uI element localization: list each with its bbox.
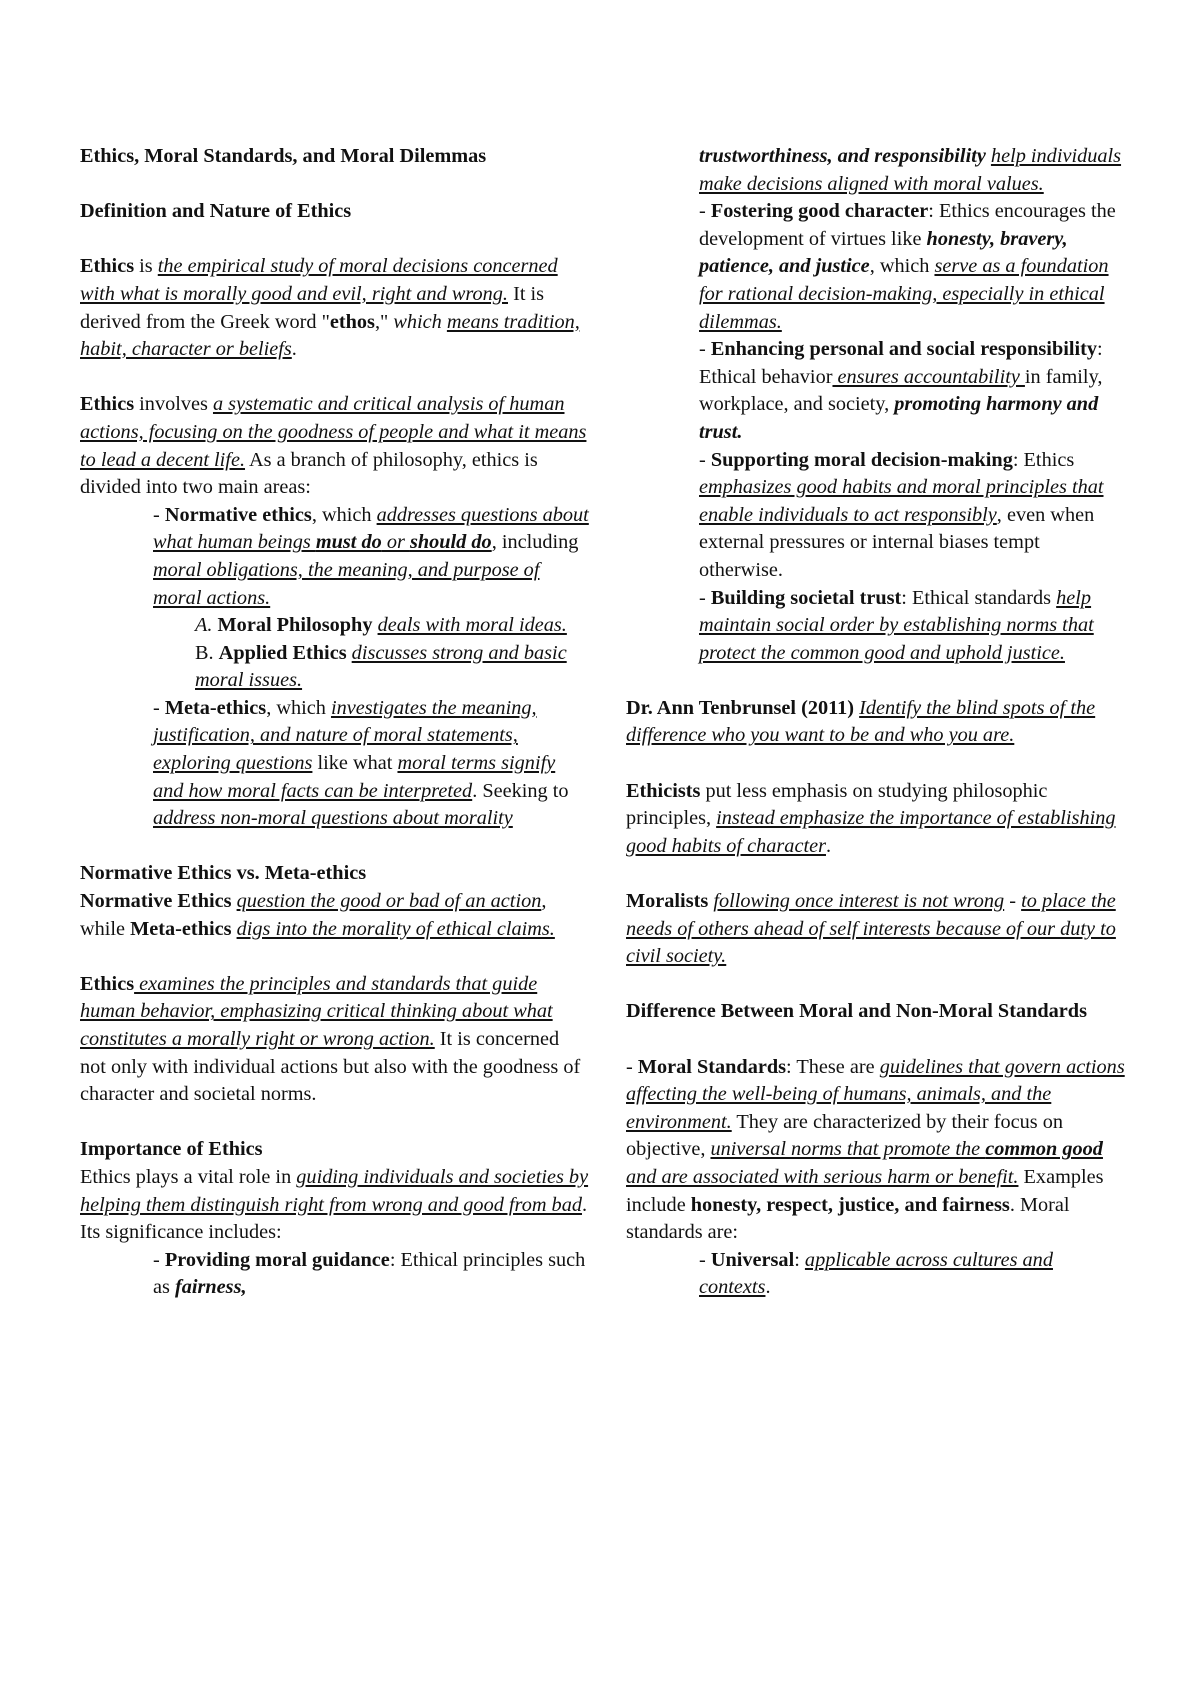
section-heading-normative-vs-meta: Normative Ethics vs. Meta-ethics [80,862,367,885]
paragraph-ethicists: Ethicists put less emphasis on studying philosophic principles, instead emphasize the importance of establishing good habits of character. [626,779,1116,857]
paragraph-ethics-examines: Ethics examines the principles and standards that guide human behavior, emphasizing critical thinking about what constitutes a morally right or wrong action. It is concerned not only with individual actions but also with the goodness of character and societal norms. [80,972,581,1106]
paragraph-ethics-definition: Ethics is the empirical study of moral decisions concerned with what is morally good and evil, right and wrong. It is derived from the Greek word "ethos," which means tradition, habit, character or beliefs. [80,255,580,361]
list-item-meta-ethics: - Meta-ethics, which investigates the meaning, justification, and nature of moral statements, exploring questions like what moral terms signify and how moral facts can be interpreted. Seeking to address non-moral questions about morality [153,696,569,830]
section-heading-importance: Importance of Ethics [80,1138,263,1161]
paragraph-normative-vs-meta: Normative Ethics question the good or bad of an action, while Meta-ethics digs into the morality of ethical claims. [80,890,555,940]
list-item-moral-guidance-continued: trustworthiness, and responsibility help individuals make decisions aligned with moral values. [699,145,1122,195]
section-heading-definition: Definition and Nature of Ethics [80,200,352,223]
list-item-universal: - Universal: applicable across cultures and contexts. [699,1248,1053,1299]
right-column [626,143,1126,1302]
paragraph-tenbrunsel: Dr. Ann Tenbrunsel (2011) Identify the blind spots of the difference who you want to be and who you are. [626,696,1096,747]
document-title: Ethics, Moral Standards, and Moral Dilemmas [80,145,487,167]
list-item-normative-ethics: - Normative ethics, which addresses questions about what human beings must do or should do, including moral obligations, the meaning, and purpose of moral actions. [153,503,589,609]
list-item-moral-guidance: - Providing moral guidance: Ethical principles such as fairness, [153,1248,586,1299]
list-item-societal-trust: - Building societal trust: Ethical standards help maintain social order by establishing norms that protect the common good and uphold justice. [699,586,1094,664]
list-item-responsibility: - Enhancing personal and social responsibility: Ethical behavior ensures accountability in family, workplace, and society, promoting harmony and trust. [699,338,1103,443]
paragraph-importance: Ethics plays a vital role in guiding individuals and societies by helping them distinguish right from wrong and good from bad. Its significance includes: [80,1165,589,1244]
section-heading-difference: Difference Between Moral and Non-Moral Standards [626,1000,1087,1023]
list-item-decision-making: - Supporting moral decision-making: Ethics emphasizes good habits and moral principles that enable individuals to act responsibly, even when external pressures or internal biases tempt otherwise. [699,448,1104,581]
paragraph-moralists: Moralists following once interest is not wrong - to place the needs of others ahead of self interests because of our duty to civil society. [626,890,1116,968]
list-item-good-character: - Fostering good character: Ethics encourages the development of virtues like honesty, bravery, patience, and justice, which serve as a foundation for rational decision-making, especially in ethical dilemmas. [699,200,1116,333]
list-item-moral-philosophy: A. Moral Philosophy deals with moral ideas. [195,614,567,637]
paragraph-moral-standards: - Moral Standards: These are guidelines that govern actions affecting the well-being of humans, animals, and the environment. They are characterized by their focus on objective, universal norms that promote the common good and are associated with serious harm or benefit. Examples include honesty, respect, justice, and fairness. Moral standards are: [626,1055,1125,1244]
paragraph-ethics-involves: Ethics involves a systematic and critical analysis of human actions, focusing on the goodness of people and what it means to lead a decent life. As a branch of philosophy, ethics is divided into two main areas: [80,393,587,499]
list-item-applied-ethics: B. Applied Ethics discusses strong and basic moral issues. [195,641,567,692]
left-column [80,143,590,1302]
